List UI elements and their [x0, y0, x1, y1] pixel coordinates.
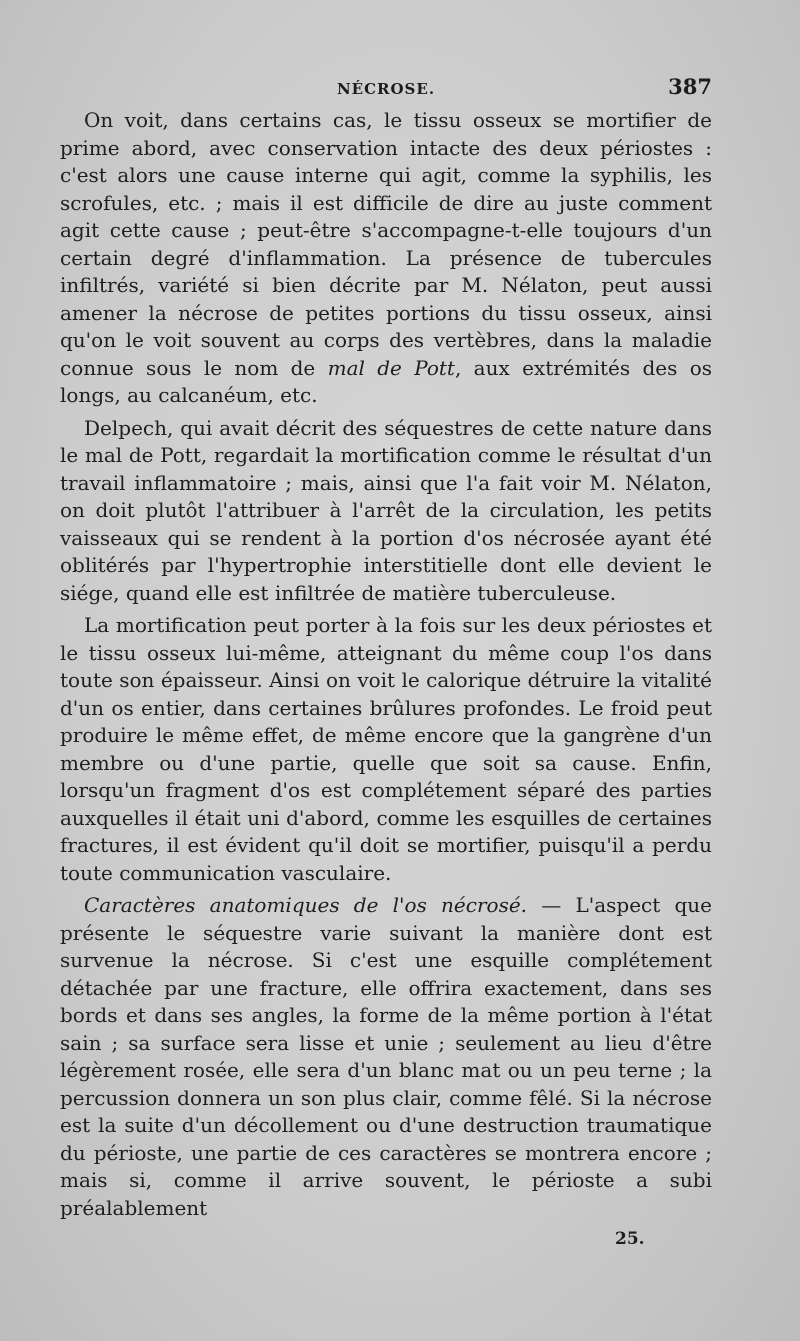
paragraph [60, 107, 712, 410]
paragraph-text: , aux extrémités des os longs, au calcanéum, etc. [60, 355, 713, 407]
page-number: 387 [668, 74, 712, 99]
paragraph-text: — L'aspect que présente le séquestre varie suivant la manière dont est survenue la nécrose. Si c'est une esquille complétement détachée par une fracture, elle offrira exactement, dans ses bords et dans ses angles, la forme de la même portion à l'état sain ; sa surface sera lisse et unie ; seulement au lieu d'être légèrement rosée, elle sera d'un blanc mat ou un peu terne ; la percussion donnera un son plus clair, comme fêlé. Si la nécrose est la suite d'un décollement ou d'une destruction traumatique du périoste, une partie de ces caractères se montrera encore ; mais si, comme il arrive souvent, le périoste a subi préalablement [60, 893, 713, 1220]
paragraph-text: La mortification peut porter à la fois sur les deux périostes et le tissu osseux lui-même, atteignant du même coup l'os dans toute son épaisseur. Ainsi on voit le calorique détruire la vitalité d'un os entier, dans certaines brûlures profondes. Le froid peut produire le même effet, de même encore que la gangrène d'un membre ou d'une partie, quelle que soit sa cause. Enfin, lorsqu'un fragment d'os est complétement séparé des parties auxquelles il était uni d'abord, comme les esquilles de certaines fractures, il est évident qu'il doit se mortifier, puisqu'il a perdu toute communication vasculaire. [60, 613, 712, 885]
signature-mark: 25. [615, 1229, 645, 1249]
italic-text: mal de Pott [327, 355, 455, 380]
paragraph-text: On voit, dans certains cas, le tissu osseux se mortifier de prime abord, avec conservation intacte des deux périostes : c'est alors une cause interne qui agit, comme la syphilis, les scrofules, etc. ; mais il est difficile de dire au juste comment agit cette cause ; peut-être s'accompagne-t-elle toujours d'un certain degré d'inflammation. La présence de tubercules infiltrés, variété si bien décrite par M. Nélaton, peut aussi amener la nécrose de petites portions du tissu osseux, ainsi qu'on le voit souvent au corps des vertèbres, dans la maladie connue sous le nom de [60, 108, 712, 380]
body-text [60, 107, 712, 1227]
italic-text: Caractères anatomiques de l'os nécrosé. [84, 893, 528, 917]
running-title: NÉCROSE. [336, 80, 436, 98]
page-header [60, 74, 712, 104]
paragraph-text: Delpech, qui avait décrit des séquestres de cette nature dans le mal de Pott, regardait la mortification comme le résultat d'un travail inflammatoire ; mais, ainsi que l'a fait voir M. Nélaton, on doit plutôt l'attribuer à l'arrêt de la circulation, les petits vaisseaux qui se rendent à la portion d'os nécrosée ayant été oblitérés par l'hypertrophie interstitielle dont elle devient le siége, quand elle est infiltrée de matière tuberculeuse. [60, 415, 712, 605]
paragraph [60, 892, 712, 1222]
paragraph [60, 612, 712, 887]
paragraph [60, 415, 712, 608]
